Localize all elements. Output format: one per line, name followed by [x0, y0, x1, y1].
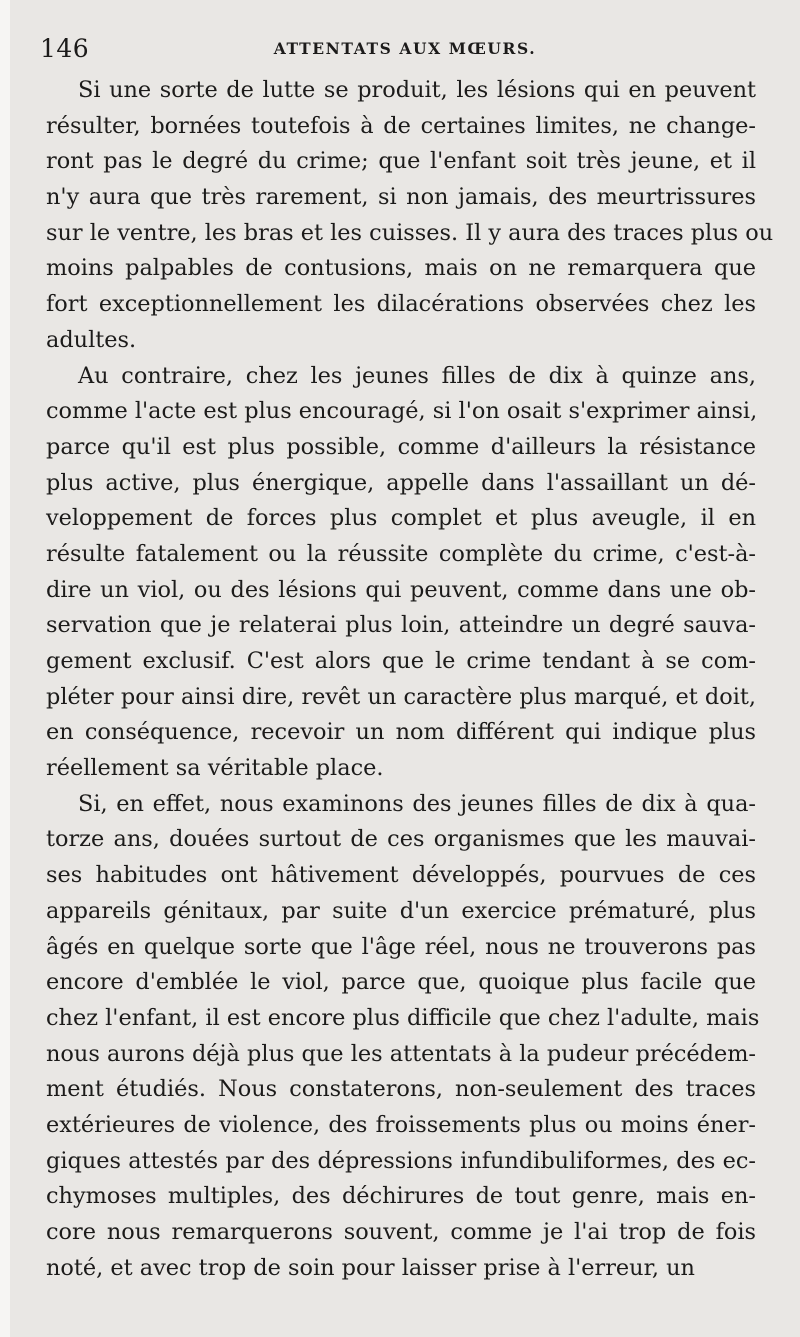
- text-line: chymoses multiples, des déchirures de tout genre, mais en-: [46, 1183, 756, 1210]
- text-line: Au contraire, chez les jeunes filles de dix à quinze ans,: [78, 362, 756, 389]
- text-line: chez l'enfant, il est encore plus difficile que chez l'adulte, mais: [46, 1004, 760, 1031]
- text-line: Si une sorte de lutte se produit, les lésions qui en peuvent: [78, 77, 756, 103]
- text-line: ment étudiés. Nous constaterons, non-seulement des traces: [46, 1076, 756, 1103]
- text-line: core nous remarquerons souvent, comme je l'ai trop de fois: [46, 1219, 756, 1245]
- text-line: ront pas le degré du crime; que l'enfant soit très jeune, et il: [46, 148, 756, 175]
- text-line: résulte fatalement ou la réussite complète du crime, c'est-à-: [46, 540, 756, 567]
- text-line: pléter pour ainsi dire, revêt un caractère plus marqué, et doit,: [46, 683, 756, 710]
- text-line: adultes.: [46, 326, 137, 353]
- text-line: dire un viol, ou des lésions qui peuvent, comme dans une ob-: [46, 576, 756, 603]
- body-text: [46, 73, 774, 1286]
- text-line: veloppement de forces plus complet et plus aveugle, il en: [46, 505, 756, 532]
- text-line: giques attestés par des dépressions infundibuliformes, des ec-: [46, 1147, 756, 1174]
- text-line: résulter, bornées toutefois à de certaines limites, ne change-: [46, 112, 756, 139]
- text-line: plus active, plus énergique, appelle dans l'assaillant un dé-: [46, 469, 756, 496]
- paragraph: [46, 787, 760, 1287]
- text-line: gement exclusif. C'est alors que le crime tendant à se com-: [46, 648, 756, 674]
- paragraph: [46, 73, 774, 359]
- text-line: encore d'emblée le viol, parce que, quoique plus facile que: [46, 969, 756, 996]
- text-line: fort exceptionnellement les dilacérations observées chez les: [46, 291, 756, 318]
- text-line: torze ans, douées surtout de ces organismes que les mauvai-: [46, 826, 756, 853]
- text-line: Si, en effet, nous examinons des jeunes filles de dix à qua-: [78, 790, 756, 817]
- text-line: en conséquence, recevoir un nom différent qui indique plus: [46, 719, 756, 746]
- text-line: moins palpables de contusions, mais on ne remarquera que: [46, 255, 756, 282]
- text-line: appareils génitaux, par suite d'un exercice prématuré, plus: [46, 897, 756, 924]
- text-line: noté, et avec trop de soin pour laisser prise à l'erreur, un: [46, 1254, 695, 1281]
- text-line: ses habitudes ont hâtivement développés, pourvues de ces: [46, 862, 756, 889]
- page-header: [40, 34, 770, 74]
- running-head: ATTENTATS AUX MŒURS.: [273, 39, 537, 58]
- text-line: comme l'acte est plus encouragé, si l'on osait s'exprimer ainsi,: [46, 398, 758, 425]
- text-line: n'y aura que très rarement, si non jamais, des meurtrissures: [46, 184, 756, 211]
- text-line: servation que je relaterai plus loin, atteindre un degré sauva-: [46, 612, 756, 639]
- text-line: parce qu'il est plus possible, comme d'ailleurs la résistance: [46, 433, 756, 460]
- text-line: réellement sa véritable place.: [46, 755, 384, 782]
- text-line: extérieures de violence, des froissements plus ou moins éner-: [46, 1111, 756, 1138]
- page-edge: [0, 0, 10, 1337]
- page-number: 146: [40, 34, 90, 63]
- text-line: âgés en quelque sorte que l'âge réel, nous ne trouverons pas: [46, 933, 756, 960]
- text-line: nous aurons déjà plus que les attentats à la pudeur précédem-: [46, 1040, 756, 1067]
- text-line: sur le ventre, les bras et les cuisses. Il y aura des traces plus ou: [46, 219, 774, 246]
- paragraph: [46, 359, 756, 787]
